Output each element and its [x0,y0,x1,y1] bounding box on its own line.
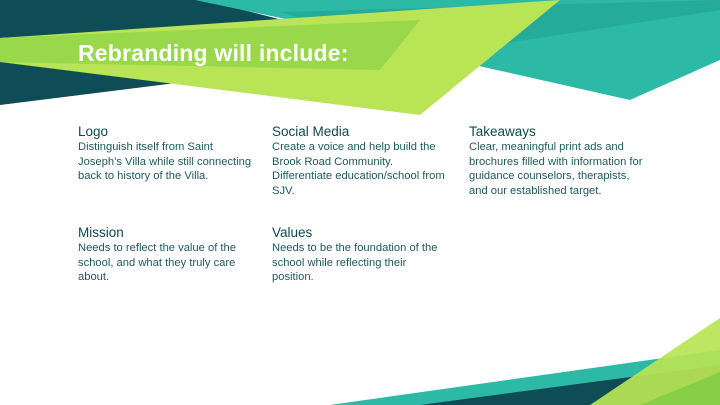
takeaways-text: Clear, meaningful print ads and brochures filled with information for guidance counselors, therapists, and our established target. [469,141,643,197]
mission-section [78,225,256,285]
social-media-section [272,124,450,198]
takeaways-section [469,124,647,198]
mission-heading: Mission [78,225,124,240]
logo-heading: Logo [78,124,109,139]
values-text: Needs to be the foundation of the school while reflecting their position. [272,242,438,284]
logo-text: Distinguish itself from Saint Joseph’s Villa while still connecting back to history of the Villa. [78,141,252,183]
social-media-text: Create a voice and help build the Brook Road Community. Differentiate education/school from SJV. [272,141,445,197]
mission-text: Needs to reflect the value of the school, and what they truly care about. [78,242,236,284]
values-heading: Values [272,225,313,240]
takeaways-heading: Takeaways [469,124,536,139]
slide-title: Rebranding will include: [78,40,349,66]
logo-section [78,124,256,184]
social-media-heading: Social Media [272,124,350,139]
values-section [272,225,450,285]
